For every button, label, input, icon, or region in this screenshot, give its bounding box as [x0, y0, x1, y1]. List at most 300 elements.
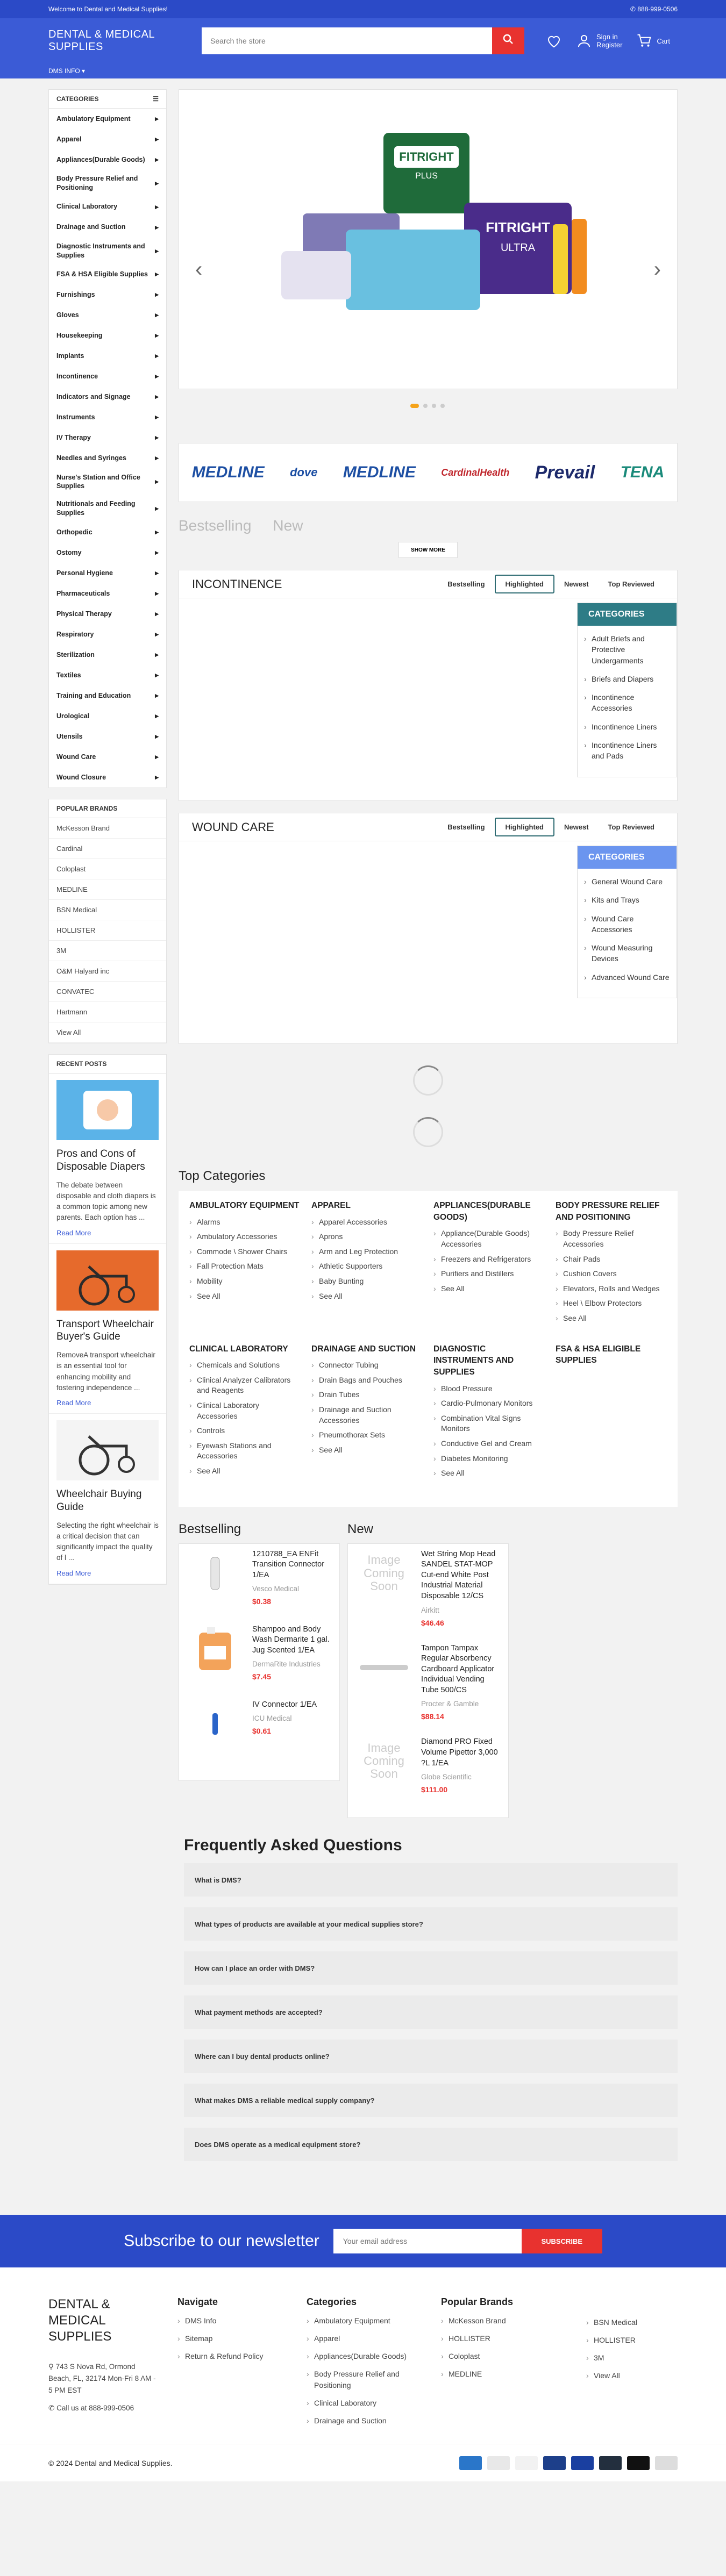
- category-item-wound-care[interactable]: [49, 747, 166, 767]
- show-more-button[interactable]: SHOW MORE: [398, 542, 458, 558]
- footer-category-link[interactable]: › Appliances(Durable Goods): [307, 2351, 419, 2362]
- chevron-right-icon: ▶: [155, 672, 159, 678]
- panel-tab-bestselling[interactable]: Bestselling: [447, 580, 485, 588]
- top-category-link[interactable]: › Cardio-Pulmonary Monitors: [433, 1398, 545, 1409]
- category-item-utensils[interactable]: [49, 726, 166, 747]
- top-category-apparel: [311, 1200, 423, 1328]
- brand-logo-strip: [179, 443, 678, 502]
- brand-link-coloplast[interactable]: Coloplast: [49, 859, 166, 879]
- hero-slider: [179, 89, 678, 389]
- category-label: Nurse's Station and Office Supplies: [56, 473, 140, 490]
- category-item-indicators-and-signage[interactable]: [49, 387, 166, 407]
- product-price: $7.45: [252, 1672, 272, 1681]
- blog-post: [49, 1414, 166, 1584]
- chevron-right-icon: ▶: [155, 292, 159, 298]
- top-category-link[interactable]: › Apparel Accessories: [311, 1217, 423, 1228]
- cart-button[interactable]: [636, 33, 670, 49]
- panel-title: INCONTINENCE: [192, 577, 282, 591]
- top-category-link[interactable]: › Drainage and Suction Accessories: [311, 1405, 423, 1426]
- panel-category-link[interactable]: › Briefs and Diapers: [592, 674, 670, 684]
- category-item-pharmaceuticals[interactable]: [49, 583, 166, 604]
- category-item-urological[interactable]: [49, 706, 166, 726]
- category-item-sterilization[interactable]: [49, 645, 166, 665]
- newsletter: [0, 2215, 726, 2267]
- brand-logo-medline[interactable]: MEDLINE: [343, 463, 416, 481]
- brand-logo-medline[interactable]: MEDLINE: [191, 463, 265, 481]
- top-category-link[interactable]: › See All: [311, 1445, 423, 1456]
- category-label: Drainage and Suction: [56, 223, 126, 231]
- panel-products-area: [179, 841, 577, 1043]
- tab-new[interactable]: New: [273, 517, 303, 534]
- register-link[interactable]: Register: [596, 41, 623, 49]
- slider-prev-icon[interactable]: ‹: [195, 257, 203, 281]
- category-item-iv-therapy[interactable]: [49, 428, 166, 448]
- newsletter-title: Subscribe to our newsletter: [124, 2232, 319, 2250]
- brand-list: [49, 818, 166, 1043]
- category-label: Ambulatory Equipment: [56, 115, 131, 123]
- panel-category-link[interactable]: › Advanced Wound Care: [592, 972, 670, 983]
- top-category-link[interactable]: › Eyewash Stations and Accessories: [189, 1441, 301, 1462]
- recent-posts-title: RECENT POSTS: [49, 1055, 166, 1074]
- top-category-link[interactable]: › Blood Pressure: [433, 1384, 545, 1394]
- faq-item[interactable]: Does DMS operate as a medical equipment store?: [184, 2128, 678, 2161]
- footer-category-link[interactable]: › Apparel: [307, 2333, 419, 2344]
- panel-category-link[interactable]: › Wound Care Accessories: [592, 913, 670, 935]
- top-category-link[interactable]: › Freezers and Refrigerators: [433, 1254, 545, 1265]
- category-item-housekeeping[interactable]: [49, 326, 166, 346]
- category-label: Instruments: [56, 413, 95, 421]
- product-brand[interactable]: Globe Scientific: [421, 1773, 472, 1781]
- top-category-link[interactable]: › Elevators, Rolls and Wedges: [556, 1284, 667, 1294]
- phone-link[interactable]: ✆ 888-999-0506: [630, 5, 678, 13]
- product-card: [186, 1625, 333, 1684]
- top-category-clinical-laboratory: [189, 1343, 301, 1483]
- top-category-diagnostic-instruments-and-supplies: [433, 1343, 545, 1483]
- payment-visa-icon: [571, 2456, 594, 2470]
- post-image[interactable]: [56, 1420, 159, 1480]
- top-category-link[interactable]: › Athletic Supporters: [311, 1261, 423, 1272]
- footer-category-link[interactable]: › Clinical Laboratory: [307, 2398, 419, 2409]
- payment-paypal-icon: [543, 2456, 566, 2470]
- product-brand[interactable]: ICU Medical: [252, 1714, 292, 1723]
- slider-dot-active[interactable]: [410, 404, 419, 408]
- category-item-physical-therapy[interactable]: [49, 604, 166, 624]
- chevron-right-icon: ▶: [155, 180, 159, 186]
- footer: [0, 2267, 726, 2444]
- brand-link-convatec[interactable]: CONVATEC: [49, 982, 166, 1002]
- slider-dot[interactable]: [440, 404, 445, 408]
- top-category-link[interactable]: › Aprons: [311, 1232, 423, 1242]
- chevron-right-icon: ▶: [155, 271, 159, 277]
- hero-text-4: ULTRA: [500, 242, 536, 254]
- payment-discover-icon: [487, 2456, 510, 2470]
- panel-category-link[interactable]: › Incontinence Liners and Pads: [592, 740, 670, 762]
- category-item-ambulatory-equipment[interactable]: [49, 109, 166, 129]
- panel-category-link[interactable]: › Wound Measuring Devices: [592, 942, 670, 964]
- category-item-ostomy[interactable]: [49, 542, 166, 563]
- footer-brand-link[interactable]: › Coloplast: [441, 2351, 565, 2362]
- product-image[interactable]: [186, 1625, 245, 1673]
- category-label: IV Therapy: [56, 434, 91, 442]
- search-input[interactable]: [202, 27, 492, 54]
- brand-logo-dove[interactable]: dove: [290, 466, 318, 479]
- category-item-drainage-and-suction[interactable]: [49, 217, 166, 238]
- site-logo[interactable]: DENTAL & MEDICAL SUPPLIES: [48, 28, 155, 53]
- category-label: Respiratory: [56, 630, 94, 638]
- top-category-link[interactable]: › Pneumothorax Sets: [311, 1430, 423, 1441]
- brand-link-3m[interactable]: 3M: [49, 941, 166, 961]
- product-name[interactable]: IV Connector 1/EA: [252, 1700, 317, 1709]
- panel-category-link[interactable]: › Adult Briefs and Protective Undergarments: [592, 633, 670, 666]
- location-icon: ⚲: [48, 2363, 54, 2371]
- faq-item[interactable]: What is DMS?: [184, 1863, 678, 1897]
- slider-dot[interactable]: [432, 404, 436, 408]
- top-category-link[interactable]: › Chair Pads: [556, 1254, 667, 1265]
- top-category-title[interactable]: AMBULATORY EQUIPMENT: [189, 1201, 300, 1210]
- panel-categories-title: CATEGORIES: [578, 846, 677, 869]
- panel-tab-newest[interactable]: Newest: [564, 580, 589, 588]
- product-brand[interactable]: Vesco Medical: [252, 1585, 300, 1593]
- footer-brand-link[interactable]: › McKesson Brand: [441, 2315, 565, 2327]
- category-label: Body Pressure Relief and Positioning: [56, 175, 138, 191]
- chevron-right-icon: ▶: [155, 353, 159, 359]
- top-category-body-pressure-relief-and-positioning: [556, 1200, 667, 1328]
- panel-tab-highlighted[interactable]: Highlighted: [495, 575, 555, 593]
- category-item-training-and-education[interactable]: [49, 685, 166, 706]
- top-category-link[interactable]: › Fall Protection Mats: [189, 1261, 301, 1272]
- post-title[interactable]: Pros and Cons of Disposable Diapers: [56, 1148, 145, 1172]
- category-label: Diagnostic Instruments and Supplies: [56, 242, 145, 259]
- footer-category-link[interactable]: › Ambulatory Equipment: [307, 2315, 419, 2327]
- chevron-right-icon: ▶: [155, 333, 159, 339]
- category-item-incontinence[interactable]: [49, 367, 166, 387]
- recent-posts-box: [48, 1054, 167, 1585]
- panel-tab-top-reviewed[interactable]: Top Reviewed: [608, 823, 654, 831]
- bestselling-title: Bestselling: [179, 1521, 241, 1536]
- hero-text-3: FITRIGHT: [486, 219, 550, 235]
- category-item-personal-hygiene[interactable]: [49, 563, 166, 583]
- category-label: Clinical Laboratory: [56, 203, 118, 211]
- brand-link-medline[interactable]: MEDLINE: [49, 879, 166, 900]
- brand-link-hollister[interactable]: HOLLISTER: [49, 920, 166, 941]
- new-title: New: [347, 1521, 374, 1536]
- category-panel-wound-care: [179, 813, 678, 1044]
- panel-category-link[interactable]: › Incontinence Liners: [592, 721, 670, 732]
- top-category-link[interactable]: › Alarms: [189, 1217, 301, 1228]
- top-category-link[interactable]: › Connector Tubing: [311, 1360, 423, 1371]
- category-item-diagnostic-instruments-and-supplies[interactable]: [49, 238, 166, 264]
- chevron-right-icon: ▶: [155, 248, 159, 254]
- product-brand[interactable]: Procter & Gamble: [421, 1700, 479, 1708]
- top-category-link[interactable]: › Clinical Laboratory Accessories: [189, 1400, 301, 1421]
- category-panel-incontinence: [179, 570, 678, 801]
- faq-item[interactable]: Where can I buy dental products online?: [184, 2040, 678, 2073]
- category-label: Utensils: [56, 732, 83, 740]
- category-item-orthopedic[interactable]: [49, 522, 166, 542]
- top-category-link[interactable]: › Arm and Leg Protection: [311, 1247, 423, 1257]
- product-price: $0.61: [252, 1727, 272, 1736]
- product-name[interactable]: 1210788_EA ENFit Transition Connector 1/EA: [252, 1549, 325, 1579]
- list-icon[interactable]: ☰: [153, 95, 159, 103]
- footer-brand-link[interactable]: › HOLLISTER: [586, 2335, 672, 2346]
- blog-post: [49, 1074, 166, 1244]
- top-category-link[interactable]: › Ambulatory Accessories: [189, 1232, 301, 1242]
- brand-logo-cardinalhealth[interactable]: CardinalHealth: [441, 467, 510, 478]
- top-category-link[interactable]: › See All: [556, 1313, 667, 1324]
- footer-nav-link[interactable]: › DMS Info: [177, 2315, 285, 2327]
- blog-post: [49, 1244, 166, 1414]
- footer-category-link[interactable]: › Drainage and Suction: [307, 2415, 419, 2427]
- top-categories: [179, 1169, 678, 1507]
- top-category-title[interactable]: BODY PRESSURE RELIEF AND POSITIONING: [556, 1201, 660, 1222]
- top-category-title[interactable]: DIAGNOSTIC INSTRUMENTS AND SUPPLIES: [433, 1344, 514, 1377]
- product-image[interactable]: [186, 1700, 245, 1748]
- product-price: $111.00: [421, 1785, 448, 1794]
- account-button[interactable]: [576, 33, 622, 49]
- top-category-title[interactable]: FSA & HSA ELIGIBLE SUPPLIES: [556, 1344, 641, 1365]
- top-category-link[interactable]: › Clinical Analyzer Calibrators and Reagents: [189, 1375, 301, 1396]
- top-category-title[interactable]: CLINICAL LABORATORY: [189, 1344, 288, 1354]
- chevron-right-icon: ▶: [155, 136, 159, 142]
- faq-item[interactable]: What types of products are available at your medical supplies store?: [184, 1907, 678, 1941]
- brand-link-hartmann[interactable]: Hartmann: [49, 1002, 166, 1022]
- top-category-link[interactable]: › Conductive Gel and Cream: [433, 1439, 545, 1449]
- sidebar: [48, 89, 167, 2172]
- bottom-bar: [0, 2444, 726, 2481]
- footer-category-link[interactable]: › Body Pressure Relief and Positioning: [307, 2369, 419, 2391]
- product-name[interactable]: Wet String Mop Head SANDEL STAT-MOP Cut-end White Post Industrial Material Disposable 12/CS: [421, 1549, 496, 1600]
- product-brand[interactable]: DermaRite Industries: [252, 1660, 321, 1669]
- chevron-right-icon: ▶: [155, 652, 159, 657]
- footer-brand-link[interactable]: › 3M: [586, 2352, 672, 2364]
- chevron-right-icon: ▶: [155, 116, 159, 121]
- chevron-right-icon: ▶: [155, 590, 159, 596]
- payment-mastercard-icon: [515, 2456, 538, 2470]
- product-name[interactable]: Diamond PRO Fixed Volume Pipettor 3,000 ?L 1/EA: [421, 1737, 498, 1768]
- footer-brand-link[interactable]: › BSN Medical: [586, 2317, 672, 2328]
- brand-link-cardinal[interactable]: Cardinal: [49, 839, 166, 859]
- product-card: [354, 1737, 502, 1796]
- chevron-down-icon: ▾: [82, 67, 86, 75]
- category-item-implants[interactable]: [49, 346, 166, 367]
- top-category-link[interactable]: › Controls: [189, 1426, 301, 1436]
- top-category-title[interactable]: APPAREL: [311, 1201, 351, 1210]
- post-title[interactable]: Transport Wheelchair Buyer's Guide: [56, 1318, 154, 1343]
- brand-link-view-all[interactable]: View All: [49, 1022, 166, 1043]
- chevron-right-icon: ▶: [155, 479, 159, 485]
- panel-categories: [577, 846, 677, 998]
- product-price: $0.38: [252, 1597, 272, 1606]
- bestselling-list: [179, 1543, 340, 1781]
- slider-dot[interactable]: [423, 404, 428, 408]
- payment-icons: [459, 2456, 678, 2470]
- top-category-link[interactable]: › See All: [433, 1468, 545, 1479]
- brand-logo-prevail[interactable]: Prevail: [535, 462, 595, 483]
- chevron-right-icon: ▶: [155, 204, 159, 210]
- panel-tab-bestselling[interactable]: Bestselling: [447, 823, 485, 831]
- top-category-link[interactable]: › Chemicals and Solutions: [189, 1360, 301, 1371]
- nav-dms-info[interactable]: DMS INFO: [48, 67, 80, 75]
- product-name[interactable]: Shampoo and Body Wash Dermarite 1 gal. Jug Scented 1/EA: [252, 1625, 330, 1655]
- footer-nav-link[interactable]: › Return & Refund Policy: [177, 2351, 285, 2362]
- chevron-right-icon: ▶: [155, 733, 159, 739]
- category-label: Sterilization: [56, 650, 95, 659]
- footer-brand-link[interactable]: › View All: [586, 2370, 672, 2381]
- category-label: Needles and Syringes: [56, 454, 126, 462]
- read-more-link[interactable]: Read More: [56, 1569, 91, 1577]
- post-image[interactable]: [56, 1080, 159, 1140]
- signin-link[interactable]: Sign in: [596, 33, 618, 41]
- panel-category-link[interactable]: › Kits and Trays: [592, 895, 670, 905]
- top-category-link[interactable]: › Cushion Covers: [556, 1269, 667, 1279]
- chevron-right-icon: ▶: [155, 529, 159, 535]
- faq-item[interactable]: What makes DMS a reliable medical supply company?: [184, 2084, 678, 2117]
- top-category-link[interactable]: › See All: [189, 1466, 301, 1477]
- top-category-link[interactable]: › See All: [311, 1291, 423, 1302]
- heart-icon: [546, 33, 562, 49]
- chevron-right-icon: ▶: [155, 754, 159, 760]
- top-category-link[interactable]: › Body Pressure Relief Accessories: [556, 1228, 667, 1249]
- category-label: Pharmaceuticals: [56, 589, 110, 597]
- product-name[interactable]: Tampon Tampax Regular Absorbency Cardboard Applicator Individual Vending Tube 500/CS: [421, 1643, 495, 1694]
- panel-tab-top-reviewed[interactable]: Top Reviewed: [608, 580, 654, 588]
- top-category-link[interactable]: › Diabetes Monitoring: [433, 1454, 545, 1464]
- product-image[interactable]: [186, 1549, 245, 1598]
- category-item-body-pressure-relief-and-positioning[interactable]: [49, 170, 166, 197]
- chevron-right-icon: ▶: [155, 455, 159, 461]
- product-image-placeholder[interactable]: Image Coming Soon: [364, 1553, 404, 1593]
- category-label: Orthopedic: [56, 528, 92, 536]
- faq-item[interactable]: What payment methods are accepted?: [184, 1995, 678, 2029]
- brand-link-mckesson-brand[interactable]: McKesson Brand: [49, 818, 166, 839]
- footer-brand-link[interactable]: › MEDLINE: [441, 2369, 565, 2380]
- categories-box: [48, 89, 167, 788]
- tab-bestselling[interactable]: Bestselling: [179, 517, 252, 534]
- top-category-link[interactable]: › Drain Bags and Pouches: [311, 1375, 423, 1386]
- top-category-link[interactable]: › See All: [189, 1291, 301, 1302]
- top-category-link[interactable]: › See All: [433, 1284, 545, 1294]
- payment-apple-pay-icon: [627, 2456, 650, 2470]
- top-category-title[interactable]: DRAINAGE AND SUCTION: [311, 1344, 416, 1354]
- footer-brand-link[interactable]: › HOLLISTER: [441, 2333, 565, 2344]
- category-item-wound-closure[interactable]: [49, 767, 166, 788]
- top-category-link[interactable]: › Appliance(Durable Goods) Accessories: [433, 1228, 545, 1249]
- footer-nav-link[interactable]: › Sitemap: [177, 2333, 285, 2344]
- category-item-appliances-durable-goods[interactable]: [49, 149, 166, 170]
- cart-label: Cart: [657, 37, 670, 45]
- category-label: Apparel: [56, 135, 82, 143]
- wishlist-button[interactable]: [546, 33, 562, 49]
- category-item-furnishings[interactable]: [49, 285, 166, 305]
- panel-category-link[interactable]: › General Wound Care: [592, 876, 670, 887]
- post-title[interactable]: Wheelchair Buying Guide: [56, 1489, 142, 1513]
- brand-link-bsn-medical[interactable]: BSN Medical: [49, 900, 166, 920]
- top-category-link[interactable]: › Commode \ Shower Chairs: [189, 1247, 301, 1257]
- chevron-right-icon: ▶: [155, 394, 159, 400]
- category-label: Wound Care: [56, 753, 96, 761]
- payment-american-express-icon: [459, 2456, 482, 2470]
- footer-navigate-title: Navigate: [177, 2296, 218, 2308]
- subscribe-button[interactable]: SUBSCRIBE: [522, 2229, 602, 2253]
- category-item-instruments[interactable]: [49, 407, 166, 428]
- footer-call[interactable]: ✆ Call us at 888-999-0506: [48, 2404, 134, 2413]
- read-more-link[interactable]: Read More: [56, 1399, 91, 1407]
- category-label: FSA & HSA Eligible Supplies: [56, 270, 148, 278]
- product-brand[interactable]: Airkitt: [421, 1606, 439, 1614]
- chevron-right-icon: ▶: [155, 374, 159, 380]
- slider-next-icon[interactable]: ›: [653, 257, 661, 281]
- slider-dots: [410, 404, 445, 408]
- post-summary: RemoveA transport wheelchair is an essential tool for enhancing mobility and fostering independence ...: [56, 1351, 155, 1392]
- top-category-link[interactable]: › Mobility: [189, 1276, 301, 1287]
- read-more-link[interactable]: Read More: [56, 1228, 91, 1237]
- product-card: [186, 1549, 333, 1608]
- post-image[interactable]: [56, 1250, 159, 1311]
- panel-tab-highlighted[interactable]: Highlighted: [495, 818, 555, 836]
- top-category-link[interactable]: › Drain Tubes: [311, 1390, 423, 1400]
- chevron-right-icon: ▶: [155, 224, 159, 230]
- category-item-clinical-laboratory[interactable]: [49, 197, 166, 217]
- hero-product-image[interactable]: [260, 122, 593, 364]
- faq-item[interactable]: How can I place an order with DMS?: [184, 1951, 678, 1985]
- category-item-fsa-hsa-eligible-supplies[interactable]: [49, 264, 166, 285]
- category-label: Housekeeping: [56, 332, 103, 340]
- product-price: $46.46: [421, 1618, 444, 1627]
- category-label: Implants: [56, 352, 84, 360]
- copyright: © 2024 Dental and Medical Supplies.: [48, 2458, 173, 2467]
- product-image[interactable]: [354, 1643, 414, 1692]
- category-item-apparel[interactable]: [49, 129, 166, 149]
- panel-title: WOUND CARE: [192, 820, 274, 834]
- panel-tab-newest[interactable]: Newest: [564, 823, 589, 831]
- brand-link-o-m-halyard-inc[interactable]: O&M Halyard inc: [49, 961, 166, 982]
- product-card: [354, 1643, 502, 1721]
- panel-category-link[interactable]: › Incontinence Accessories: [592, 692, 670, 714]
- newsletter-email-input[interactable]: [333, 2229, 522, 2253]
- brands-title: POPULAR BRANDS: [49, 799, 166, 818]
- product-image-placeholder[interactable]: Image Coming Soon: [364, 1741, 404, 1781]
- product-card: [354, 1549, 502, 1627]
- footer-logo[interactable]: DENTAL & MEDICAL SUPPLIES: [48, 2297, 112, 2344]
- chevron-right-icon: ▶: [155, 506, 159, 512]
- search-button[interactable]: [492, 27, 524, 54]
- top-category-title[interactable]: APPLIANCES(DURABLE GOODS): [433, 1201, 531, 1222]
- chevron-right-icon: ▶: [155, 570, 159, 576]
- category-item-respiratory[interactable]: [49, 624, 166, 645]
- bestselling-new-section: [179, 1522, 678, 1819]
- category-label: Wound Closure: [56, 773, 106, 781]
- category-item-textiles[interactable]: [49, 665, 166, 685]
- category-item-nutritionals-and-feeding-supplies[interactable]: [49, 495, 166, 522]
- chevron-right-icon: ▶: [155, 549, 159, 555]
- top-category-link[interactable]: › Baby Bunting: [311, 1276, 423, 1287]
- hero-text-1: FITRIGHT: [399, 150, 454, 163]
- top-category-link[interactable]: › Purifiers and Distillers: [433, 1269, 545, 1279]
- top-category-link[interactable]: › Heel \ Elbow Protectors: [556, 1298, 667, 1309]
- category-item-gloves[interactable]: [49, 305, 166, 326]
- chevron-right-icon: ▶: [155, 713, 159, 719]
- cart-icon: [636, 33, 652, 49]
- top-category-link[interactable]: › Combination Vital Signs Monitors: [433, 1413, 545, 1434]
- top-category-ambulatory-equipment: [189, 1200, 301, 1328]
- category-item-needles-and-syringes[interactable]: [49, 448, 166, 469]
- footer-address: ⚲ 743 S Nova Rd, Ormond Beach, FL, 32174 Mon-Fri 8 AM - 5 PM EST: [48, 2363, 156, 2394]
- brand-logo-tena[interactable]: TENA: [620, 463, 665, 481]
- category-label: Urological: [56, 712, 90, 720]
- category-item-nurse-s-station-and-office-supplies[interactable]: [49, 469, 166, 496]
- phone-icon: ✆: [48, 2404, 55, 2413]
- top-categories-title: Top Categories: [179, 1169, 266, 1183]
